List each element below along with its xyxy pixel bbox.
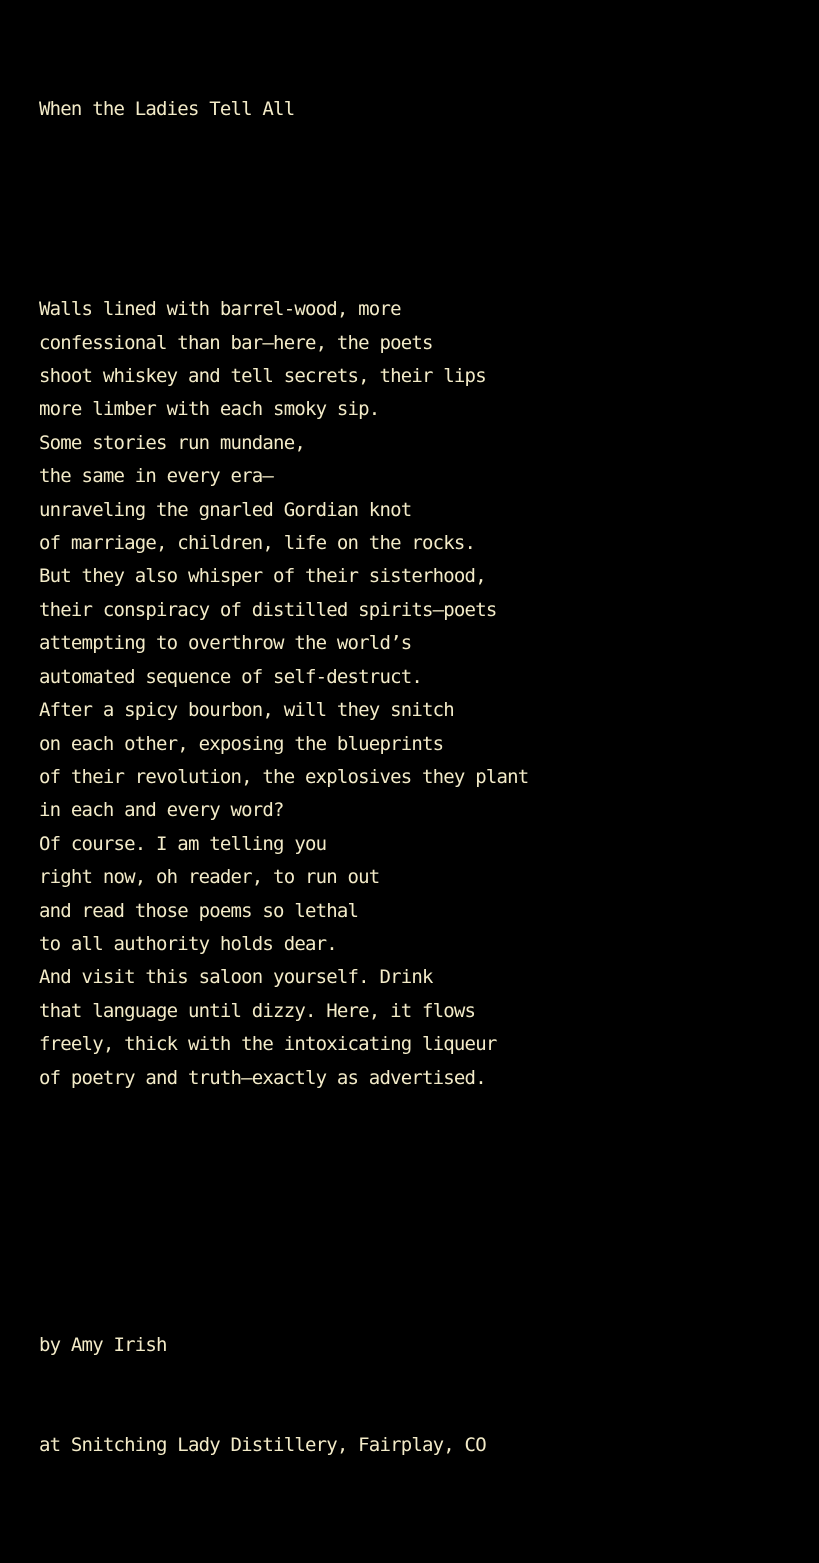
poem-title: When the Ladies Tell All bbox=[39, 97, 295, 120]
poem-line: unraveling the gnarled Gordian knot bbox=[39, 498, 412, 521]
poem-line: But they also whisper of their sisterhood, bbox=[39, 565, 486, 588]
poem-line: in each and every word? bbox=[39, 799, 284, 822]
poem-body bbox=[39, 293, 799, 1095]
poem-line: the same in every era— bbox=[39, 465, 274, 488]
poem-line: After a spicy bourbon, will they snitch bbox=[39, 699, 454, 722]
poem-line: of marriage, children, life on the rocks. bbox=[39, 532, 476, 555]
poem-line: their conspiracy of distilled spirits—poets bbox=[39, 598, 497, 621]
poem-line: shoot whiskey and tell secrets, their lips bbox=[39, 365, 486, 388]
poem-line: more limber with each smoky sip. bbox=[39, 398, 380, 421]
poem-line: of poetry and truth—exactly as advertised. bbox=[39, 1066, 486, 1089]
byline-location: at Snitching Lady Distillery, Fairplay, CO bbox=[39, 1434, 486, 1457]
poem-line: that language until dizzy. Here, it flows bbox=[39, 999, 476, 1022]
stanza-gap bbox=[39, 1162, 799, 1195]
byline-author: by Amy Irish bbox=[39, 1333, 167, 1356]
poem-line: freely, thick with the intoxicating liqueur bbox=[39, 1033, 497, 1056]
poem-line: Of course. I am telling you bbox=[39, 832, 327, 855]
poem-line: Some stories run mundane, bbox=[39, 431, 305, 454]
poem-line: to all authority holds dear. bbox=[39, 932, 337, 955]
byline bbox=[39, 1262, 799, 1529]
poem-page bbox=[39, 26, 799, 1563]
poem-line: confessional than bar—here, the poets bbox=[39, 331, 433, 354]
poem-line: on each other, exposing the blueprints bbox=[39, 732, 444, 755]
poem-line: attempting to overthrow the world’s bbox=[39, 632, 412, 655]
poem-line: automated sequence of self-destruct. bbox=[39, 665, 423, 688]
poem-line: And visit this saloon yourself. Drink bbox=[39, 966, 433, 989]
poem-line: of their revolution, the explosives they plant bbox=[39, 765, 529, 788]
poem-line: and read those poems so lethal bbox=[39, 899, 359, 922]
stanza-gap bbox=[39, 193, 799, 226]
poem-line: right now, oh reader, to run out bbox=[39, 866, 380, 889]
poem-line: Walls lined with barrel-wood, more bbox=[39, 298, 401, 321]
